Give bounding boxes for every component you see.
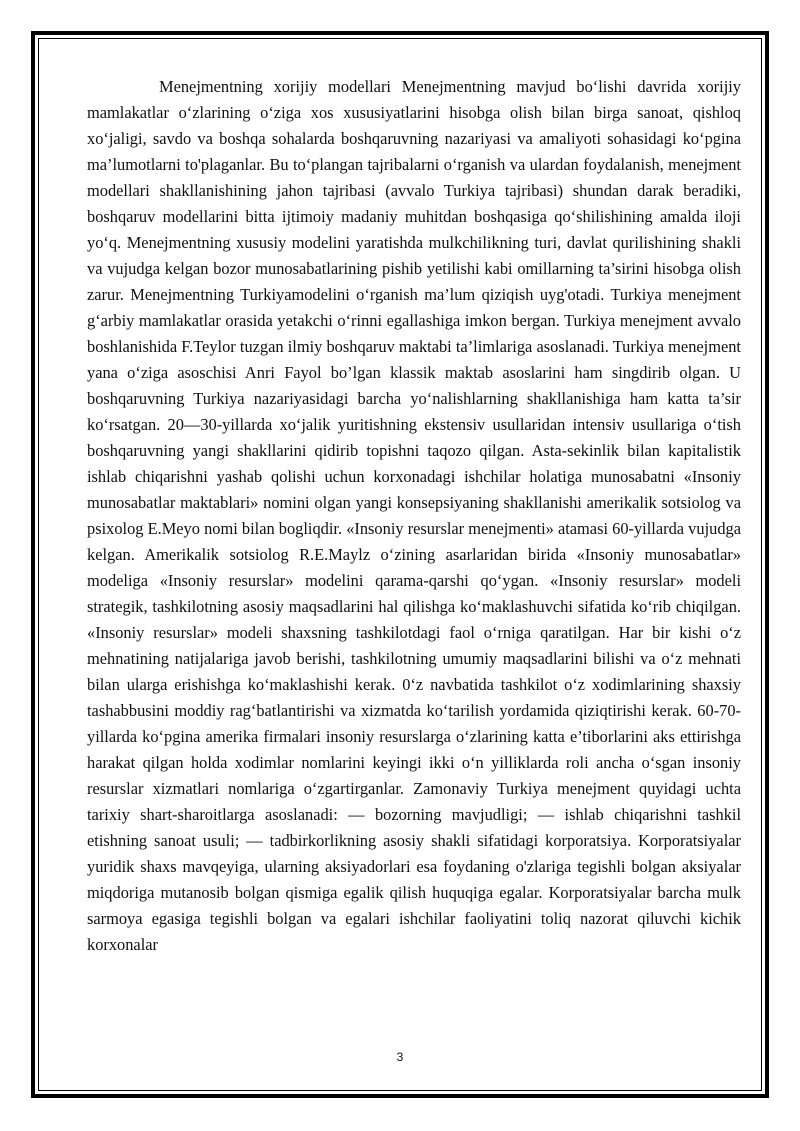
page-number: 3 bbox=[396, 1050, 404, 1064]
body-paragraph: Menejmentning xorijiy modellari Menejmentning mavjud boʻlishi davrida xorijiy mamlakatlar oʻzlarining oʻziga xos xususiyatlarini hisobga olish bilan birga sanoat, qishloq xoʻjaligi, savdo va boshqa sohalarda boshqaruvning nazariyasi va amaliyoti sohasidagi koʻpgina ma’lumotlarni to'plaganlar. Bu toʻplangan tajribalarni oʻrganish va ulardan foydalanish, menejment modellari shakllanishining jahon tajribasi (avvalo Turkiya tajribasi) shundan darak beradiki, boshqaruv modellarini bitta ijtimoiy madaniy muhitdan boshqasiga qoʻshilishining amalda iloji yoʻq. Menejmentning xususiy modelini yaratishda mulkchilikning turi, davlat qurilishining shakli va vujudga kelgan bozor munosabatlarining pishib yetilishi kabi omillarning ta’sirini hisobga olish zarur. Menejmentning Turkiyamodelini oʻrganish ma’lum qiziqish uyg'otadi. Turkiya menejment gʻarbiy mamlakatlar orasida yetakchi oʻrinni egallashiga imkon bergan. Turkiya menejment avvalo boshlanishida F.Teylor tuzgan ilmiy boshqaruv maktabi ta’limlariga asoslanadi. Turkiya menejment yana oʻziga asoschisi Anri Fayol bo’lgan klassik maktab asoslarini ham singdirib olgan. U boshqaruvning Turkiya nazariyasidagi barcha yoʻnalishlarning shakllanishiga ham katta ta’sir koʻrsatgan. 20—30-yillarda xoʻjalik yuritishning ekstensiv usullaridan intensiv usullariga oʻtish boshqaruvning yangi shakllarini qidirib topishni taqozo qilgan. Asta-sekinlik bilan kapitalistik ishlab chiqarishni yashab qolishi uchun korxonadagi ishchilar holatiga munosabatni «Insoniy munosabatlar maktablari» nomini olgan yangi konsepsiyaning shakllanishi amerikalik sotsiolog va psixolog E.Meyo nomi bilan bogliqdir. «Insoniy resurslar menejmenti» atamasi 60-yillarda vujudga kelgan. Amerikalik sotsiolog R.E.Maylz oʻzining asarlaridan birida «Insoniy munosabatlar» modeliga «Insoniy resurslar» modelini qarama-qarshi qoʻygan. «Insoniy resurslar» modeli strategik, tashkilotning asosiy maqsadlarini hal qilishga koʻmaklashuvchi sifatida koʻrib chiqilgan. «Insoniy resurslar» modeli shaxsning tashkilotdagi faol oʻrniga qaratilgan. Har bir kishi oʻz mehnatining natijalariga javob berishi, tashkilotning umumiy maqsadlarini bilishi va oʻz mehnati bilan ularga erishishga koʻmaklashishi kerak. 0ʻz navbatida tashkilot oʻz xodimlarining shaxsiy tashabbusini moddiy ragʻbatlantirishi va xizmatda koʻtarilish yordamida qiziqtirishi kerak. 60-70-yillarda koʻpgina amerika firmalari insoniy resurslarga oʻzlarining katta e’tiborlarini aks ettirishga harakat qilgan holda xodimlar nomlarini keyingi ikki oʻn yilliklarda roli ancha oʻsgan insoniy resurslar xizmatlari nomlariga oʻzgartirganlar. Zamonaviy Turkiya menejment quyidagi uchta tarixiy shart-sharoitlarga asoslanadi: — bozorning mavjudligi; — ishlab chiqarishni tashkil etishning sanoat usuli; — tadbirkorlikning asosiy shakli sifatidagi korporatsiya. Korporatsiyalar yuridik shaxs mavqeyiga, ularning aksiyadorlari esa foydaning o'zlariga tegishli bolgan aksiyalar miqdoriga mutanosib bolgan qismiga egalik qilish huquqiga egalar. Korporatsiyalar barcha mulk sarmoya egasiga tegishli bolgan va egalari ishchilar faoliyatini toliq nazorat qiluvchi kichik korxonalar bbox=[87, 77, 741, 954]
